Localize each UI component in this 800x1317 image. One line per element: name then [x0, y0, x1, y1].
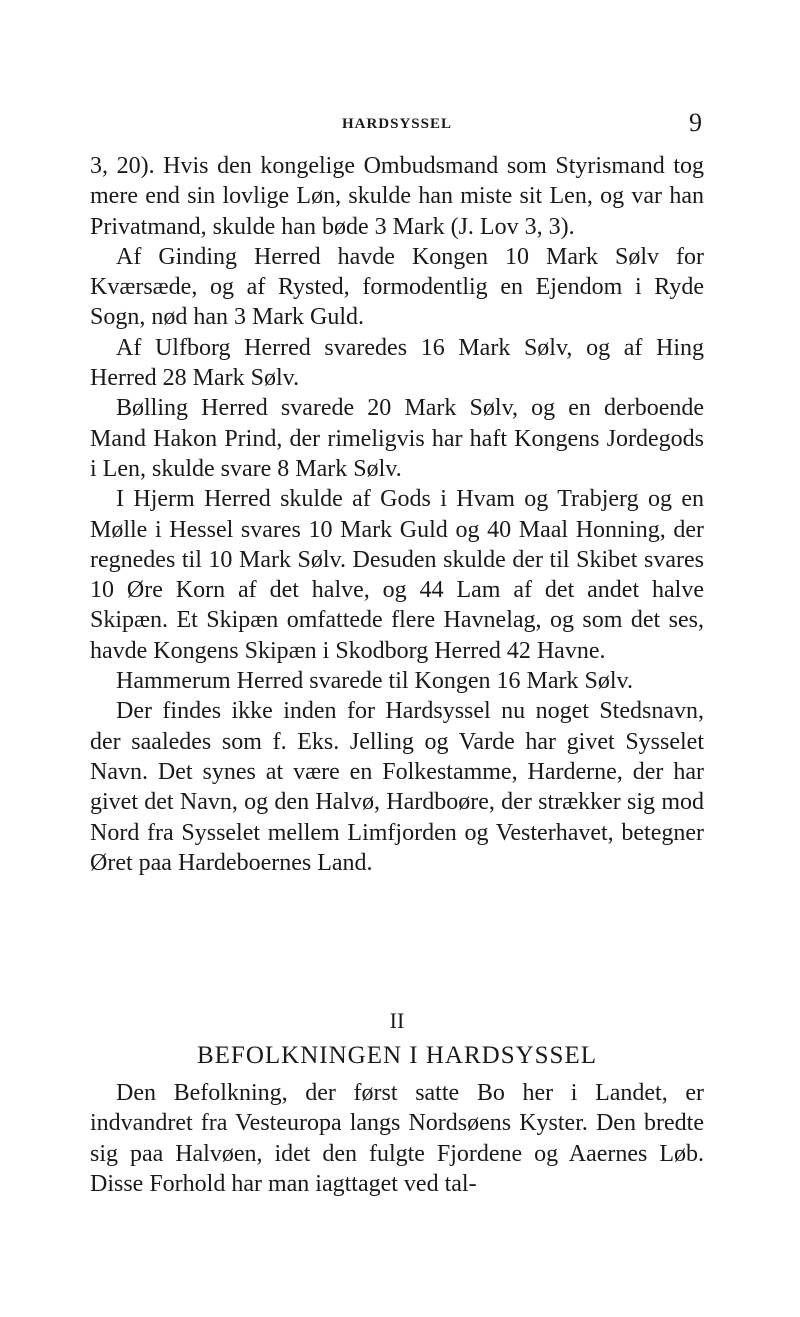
paragraph: I Hjerm Herred skulde af Gods i Hvam og Trabjerg og en Mølle i Hessel svares 10 Mark Guld og 40 Maal Honning, der regnedes til 10 Mark Sølv. Desuden skulde der til Skibet svares 10 Øre Korn af det halve, og 44 Lam af det andet halve Skipæn. Et Skipæn omfattede flere Havnelag, og som det ses, havde Kongens Skipæn i Skodborg Herred 42 Havne.	[90, 486, 704, 664]
paragraph: 3, 20). Hvis den kongelige Ombudsmand som Styrismand tog mere end sin lovlige Løn, skulde han miste sit Len, og var han Privatmand, skulde han bøde 3 Mark (J. Lov 3, 3).	[90, 153, 704, 240]
paragraph: Af Ginding Herred havde Kongen 10 Mark Sølv for Kværsæde, og af Rysted, formodentlig en Ejendom i Ryde Sogn, nød han 3 Mark Guld.	[90, 243, 704, 331]
paragraph: Der findes ikke inden for Hardsyssel nu noget Stedsnavn, der saaledes som f. Eks. Jelling og Varde har givet Sysselet Navn. Det synes at være en Folkestamme, Harderne, der har givet det Navn, og den Halvø, Hardboøre, der strækker sig mod Nord fra Sysselet mellem Limfjorden og Vesterhavet, betegner Øret paa Hardeboernes Land.	[90, 698, 704, 876]
paragraph: Bølling Herred svarede 20 Mark Sølv, og en derboende Mand Hakon Prind, der rimeligvis har haft Kongens Jordegods i Len, skulde svare 8 Mark Sølv.	[90, 395, 704, 482]
body-text	[90, 151, 704, 878]
chapter-section	[90, 1006, 704, 1199]
paragraph: Hammerum Herred svarede til Kongen 16 Mark Sølv.	[116, 668, 633, 695]
chapter-title: BEFOLKNINGEN I HARDSYSSEL	[196, 1042, 597, 1069]
paragraph: Af Ulfborg Herred svaredes 16 Mark Sølv, og af Hing Herred 28 Mark Sølv.	[90, 334, 704, 392]
running-head: HARDSYSSEL	[341, 116, 453, 132]
page-header	[90, 108, 704, 142]
page-number: 9	[689, 108, 702, 137]
chapter-number: II	[389, 1008, 405, 1033]
paragraph: Den Befolkning, der først satte Bo her i Landet, er indvandret fra Vesteuropa langs Nordsøens Kyster. Den bredte sig paa Halvøen, idet den fulgte Fjordene og Aaernes Løb. Disse Forhold har man iagttaget ved tal-	[90, 1080, 704, 1197]
